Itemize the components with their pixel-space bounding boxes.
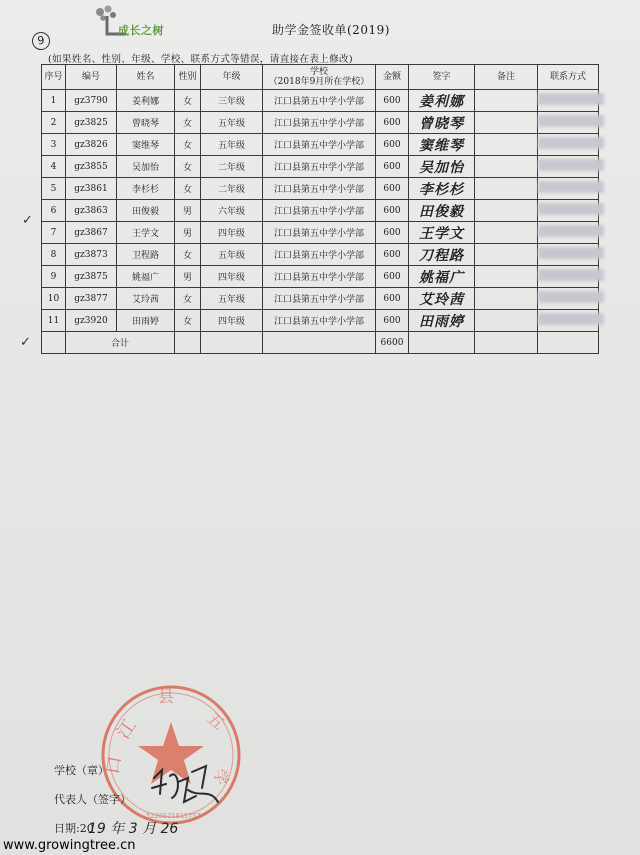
cell-amount: 600 bbox=[376, 178, 409, 200]
table-row bbox=[42, 244, 599, 266]
cell-remark bbox=[475, 222, 538, 244]
cell-school: 江口县第五中学小学部 bbox=[263, 90, 376, 112]
svg-text:五: 五 bbox=[203, 708, 228, 734]
cell-signature: 曾晓琴 bbox=[409, 112, 475, 134]
col-grade: 年级 bbox=[201, 65, 263, 90]
cell-name: 曾晓琴 bbox=[117, 112, 175, 134]
cell-school: 江口县第五中学小学部 bbox=[263, 244, 376, 266]
instruction-note: (如果姓名、性别、年级、学校、联系方式等错误，请直接在表上修改) bbox=[48, 54, 353, 65]
cell-grade: 二年级 bbox=[201, 156, 263, 178]
cell-code: gz3826 bbox=[66, 134, 117, 156]
total-label: 合计 bbox=[66, 332, 175, 354]
cell-code: gz3867 bbox=[66, 222, 117, 244]
checkmark-icon: ✓ bbox=[22, 213, 33, 228]
cell-grade: 五年级 bbox=[201, 112, 263, 134]
col-remark: 备注 bbox=[475, 65, 538, 90]
cell-grade: 四年级 bbox=[201, 310, 263, 332]
cell-signature: 吴加怡 bbox=[409, 156, 475, 178]
cell-seq: 6 bbox=[42, 200, 66, 222]
cell-grade: 五年级 bbox=[201, 244, 263, 266]
table-row bbox=[42, 178, 599, 200]
cell-gender: 男 bbox=[175, 266, 201, 288]
site-watermark: www.growingtree.cn bbox=[3, 838, 136, 853]
cell-remark bbox=[475, 288, 538, 310]
cell-contact bbox=[538, 266, 599, 288]
cell-name: 李杉杉 bbox=[117, 178, 175, 200]
cell-name: 窦维琴 bbox=[117, 134, 175, 156]
cell-remark bbox=[475, 90, 538, 112]
cell-seq: 5 bbox=[42, 178, 66, 200]
cell-seq: 1 bbox=[42, 90, 66, 112]
cell-seq: 3 bbox=[42, 134, 66, 156]
col-gender: 性别 bbox=[175, 65, 201, 90]
cell-gender: 男 bbox=[175, 200, 201, 222]
cell-amount: 600 bbox=[376, 112, 409, 134]
cell-seq: 4 bbox=[42, 156, 66, 178]
cell-school: 江口县第五中学小学部 bbox=[263, 112, 376, 134]
cell-amount: 600 bbox=[376, 90, 409, 112]
cell-school: 江口县第五中学小学部 bbox=[263, 134, 376, 156]
cell-remark bbox=[475, 200, 538, 222]
cell-code: gz3825 bbox=[66, 112, 117, 134]
date-value: 19 年 3 月 26 bbox=[88, 821, 179, 837]
cell-gender: 女 bbox=[175, 244, 201, 266]
redacted-contact bbox=[538, 93, 604, 105]
cell-amount: 600 bbox=[376, 222, 409, 244]
cell-seq: 7 bbox=[42, 222, 66, 244]
cell-contact bbox=[538, 222, 599, 244]
cell-remark bbox=[475, 134, 538, 156]
cell-school: 江口县第五中学小学部 bbox=[263, 310, 376, 332]
cell-grade: 五年级 bbox=[201, 288, 263, 310]
cell-signature: 田雨婷 bbox=[409, 310, 475, 332]
col-school bbox=[263, 65, 376, 90]
page-number-circle: 9 bbox=[31, 31, 51, 51]
cell-signature: 李杉杉 bbox=[409, 178, 475, 200]
col-code: 编号 bbox=[66, 65, 117, 90]
redacted-contact bbox=[538, 269, 604, 281]
redacted-contact bbox=[538, 181, 604, 193]
cell-seq: 9 bbox=[42, 266, 66, 288]
table-row bbox=[42, 90, 599, 112]
col-seq: 序号 bbox=[42, 65, 66, 90]
cell-amount: 600 bbox=[376, 156, 409, 178]
cell-code: gz3855 bbox=[66, 156, 117, 178]
table-header-row bbox=[42, 65, 599, 90]
cell-amount: 600 bbox=[376, 200, 409, 222]
cell-gender: 女 bbox=[175, 288, 201, 310]
cell-seq: 11 bbox=[42, 310, 66, 332]
checkmark-icon: ✓ bbox=[20, 335, 31, 350]
page-title: 助学金签收单(2019) bbox=[272, 23, 390, 37]
svg-text:学: 学 bbox=[210, 767, 232, 787]
col-amount: 金额 bbox=[376, 65, 409, 90]
cell-grade: 二年级 bbox=[201, 178, 263, 200]
col-name: 姓名 bbox=[117, 65, 175, 90]
cell-name: 姜利娜 bbox=[117, 90, 175, 112]
cell-code: gz3790 bbox=[66, 90, 117, 112]
cell-gender: 男 bbox=[175, 222, 201, 244]
cell-amount: 600 bbox=[376, 266, 409, 288]
cell-gender: 女 bbox=[175, 112, 201, 134]
redacted-contact bbox=[538, 159, 604, 171]
cell-school: 江口县第五中学小学部 bbox=[263, 156, 376, 178]
cell-code: gz3877 bbox=[66, 288, 117, 310]
cell-remark bbox=[475, 310, 538, 332]
cell-school: 江口县第五中学小学部 bbox=[263, 222, 376, 244]
cell-grade: 四年级 bbox=[201, 222, 263, 244]
svg-text:县: 县 bbox=[158, 687, 175, 706]
cell-grade: 三年级 bbox=[201, 90, 263, 112]
cell-contact bbox=[538, 112, 599, 134]
cell-signature: 田俊毅 bbox=[409, 200, 475, 222]
cell-amount: 600 bbox=[376, 310, 409, 332]
svg-text:口: 口 bbox=[102, 754, 127, 776]
school-seal-label: 学校（章） bbox=[54, 764, 109, 777]
table-row bbox=[42, 156, 599, 178]
cell-contact bbox=[538, 90, 599, 112]
cell-seq: 10 bbox=[42, 288, 66, 310]
total-amount: 6600 bbox=[376, 332, 409, 354]
cell-seq: 8 bbox=[42, 244, 66, 266]
cell-signature: 姜利娜 bbox=[409, 90, 475, 112]
cell-name: 姚福广 bbox=[117, 266, 175, 288]
cell-remark bbox=[475, 244, 538, 266]
cell-amount: 600 bbox=[376, 288, 409, 310]
cell-contact bbox=[538, 310, 599, 332]
cell-signature: 王学文 bbox=[409, 222, 475, 244]
cell-signature: 艾玲茜 bbox=[409, 288, 475, 310]
cell-name: 卫程路 bbox=[117, 244, 175, 266]
cell-contact bbox=[538, 156, 599, 178]
cell-name: 田俊毅 bbox=[117, 200, 175, 222]
table-row bbox=[42, 112, 599, 134]
cell-name: 艾玲茜 bbox=[117, 288, 175, 310]
cell-signature: 刀程路 bbox=[409, 244, 475, 266]
total-row bbox=[42, 332, 599, 354]
cell-remark bbox=[475, 112, 538, 134]
table-row bbox=[42, 200, 599, 222]
cell-code: gz3875 bbox=[66, 266, 117, 288]
cell-name: 吴加怡 bbox=[117, 156, 175, 178]
redacted-contact bbox=[538, 137, 604, 149]
cell-signature: 窦维琴 bbox=[409, 134, 475, 156]
cell-code: gz3863 bbox=[66, 200, 117, 222]
cell-amount: 600 bbox=[376, 134, 409, 156]
redacted-contact bbox=[538, 247, 604, 259]
cell-amount: 600 bbox=[376, 244, 409, 266]
representative-label: 代表人（签字） bbox=[54, 793, 131, 806]
cell-school: 江口县第五中学小学部 bbox=[263, 200, 376, 222]
cell-gender: 女 bbox=[175, 178, 201, 200]
cell-signature: 姚福广 bbox=[409, 266, 475, 288]
cell-school: 江口县第五中学小学部 bbox=[263, 178, 376, 200]
redacted-contact bbox=[538, 115, 604, 127]
cell-grade: 六年级 bbox=[201, 200, 263, 222]
date-label: 日期:20 bbox=[54, 822, 94, 835]
redacted-contact bbox=[538, 203, 604, 215]
cell-gender: 女 bbox=[175, 310, 201, 332]
col-school-line1: 学校 bbox=[309, 67, 328, 77]
cell-code: gz3861 bbox=[66, 178, 117, 200]
cell-contact bbox=[538, 178, 599, 200]
cell-remark bbox=[475, 178, 538, 200]
cell-remark bbox=[475, 156, 538, 178]
cell-contact bbox=[538, 134, 599, 156]
logo-text: 成长之树 bbox=[118, 24, 164, 37]
cell-grade: 四年级 bbox=[201, 266, 263, 288]
table-row bbox=[42, 222, 599, 244]
cell-name: 田雨婷 bbox=[117, 310, 175, 332]
col-school-line2: （2018年9月所在学校） bbox=[268, 77, 370, 87]
redacted-contact bbox=[538, 313, 604, 325]
cell-contact bbox=[538, 288, 599, 310]
redacted-contact bbox=[538, 291, 604, 303]
representative-signature bbox=[148, 758, 228, 818]
table-row bbox=[42, 310, 599, 332]
cell-remark bbox=[475, 266, 538, 288]
cell-code: gz3920 bbox=[66, 310, 117, 332]
svg-text:5220621015757: 5220621015757 bbox=[146, 812, 201, 820]
col-contact: 联系方式 bbox=[538, 65, 599, 90]
cell-seq: 2 bbox=[42, 112, 66, 134]
cell-contact bbox=[538, 244, 599, 266]
table-row bbox=[42, 134, 599, 156]
svg-text:江: 江 bbox=[112, 716, 141, 743]
cell-gender: 女 bbox=[175, 156, 201, 178]
cell-gender: 女 bbox=[175, 134, 201, 156]
receipt-table bbox=[41, 64, 599, 354]
cell-gender: 女 bbox=[175, 90, 201, 112]
cell-school: 江口县第五中学小学部 bbox=[263, 288, 376, 310]
col-signature: 签字 bbox=[409, 65, 475, 90]
redacted-contact bbox=[538, 225, 604, 237]
cell-grade: 五年级 bbox=[201, 134, 263, 156]
table-row bbox=[42, 266, 599, 288]
cell-name: 王学文 bbox=[117, 222, 175, 244]
cell-code: gz3873 bbox=[66, 244, 117, 266]
cell-school: 江口县第五中学小学部 bbox=[263, 266, 376, 288]
cell-contact bbox=[538, 200, 599, 222]
table-row bbox=[42, 288, 599, 310]
